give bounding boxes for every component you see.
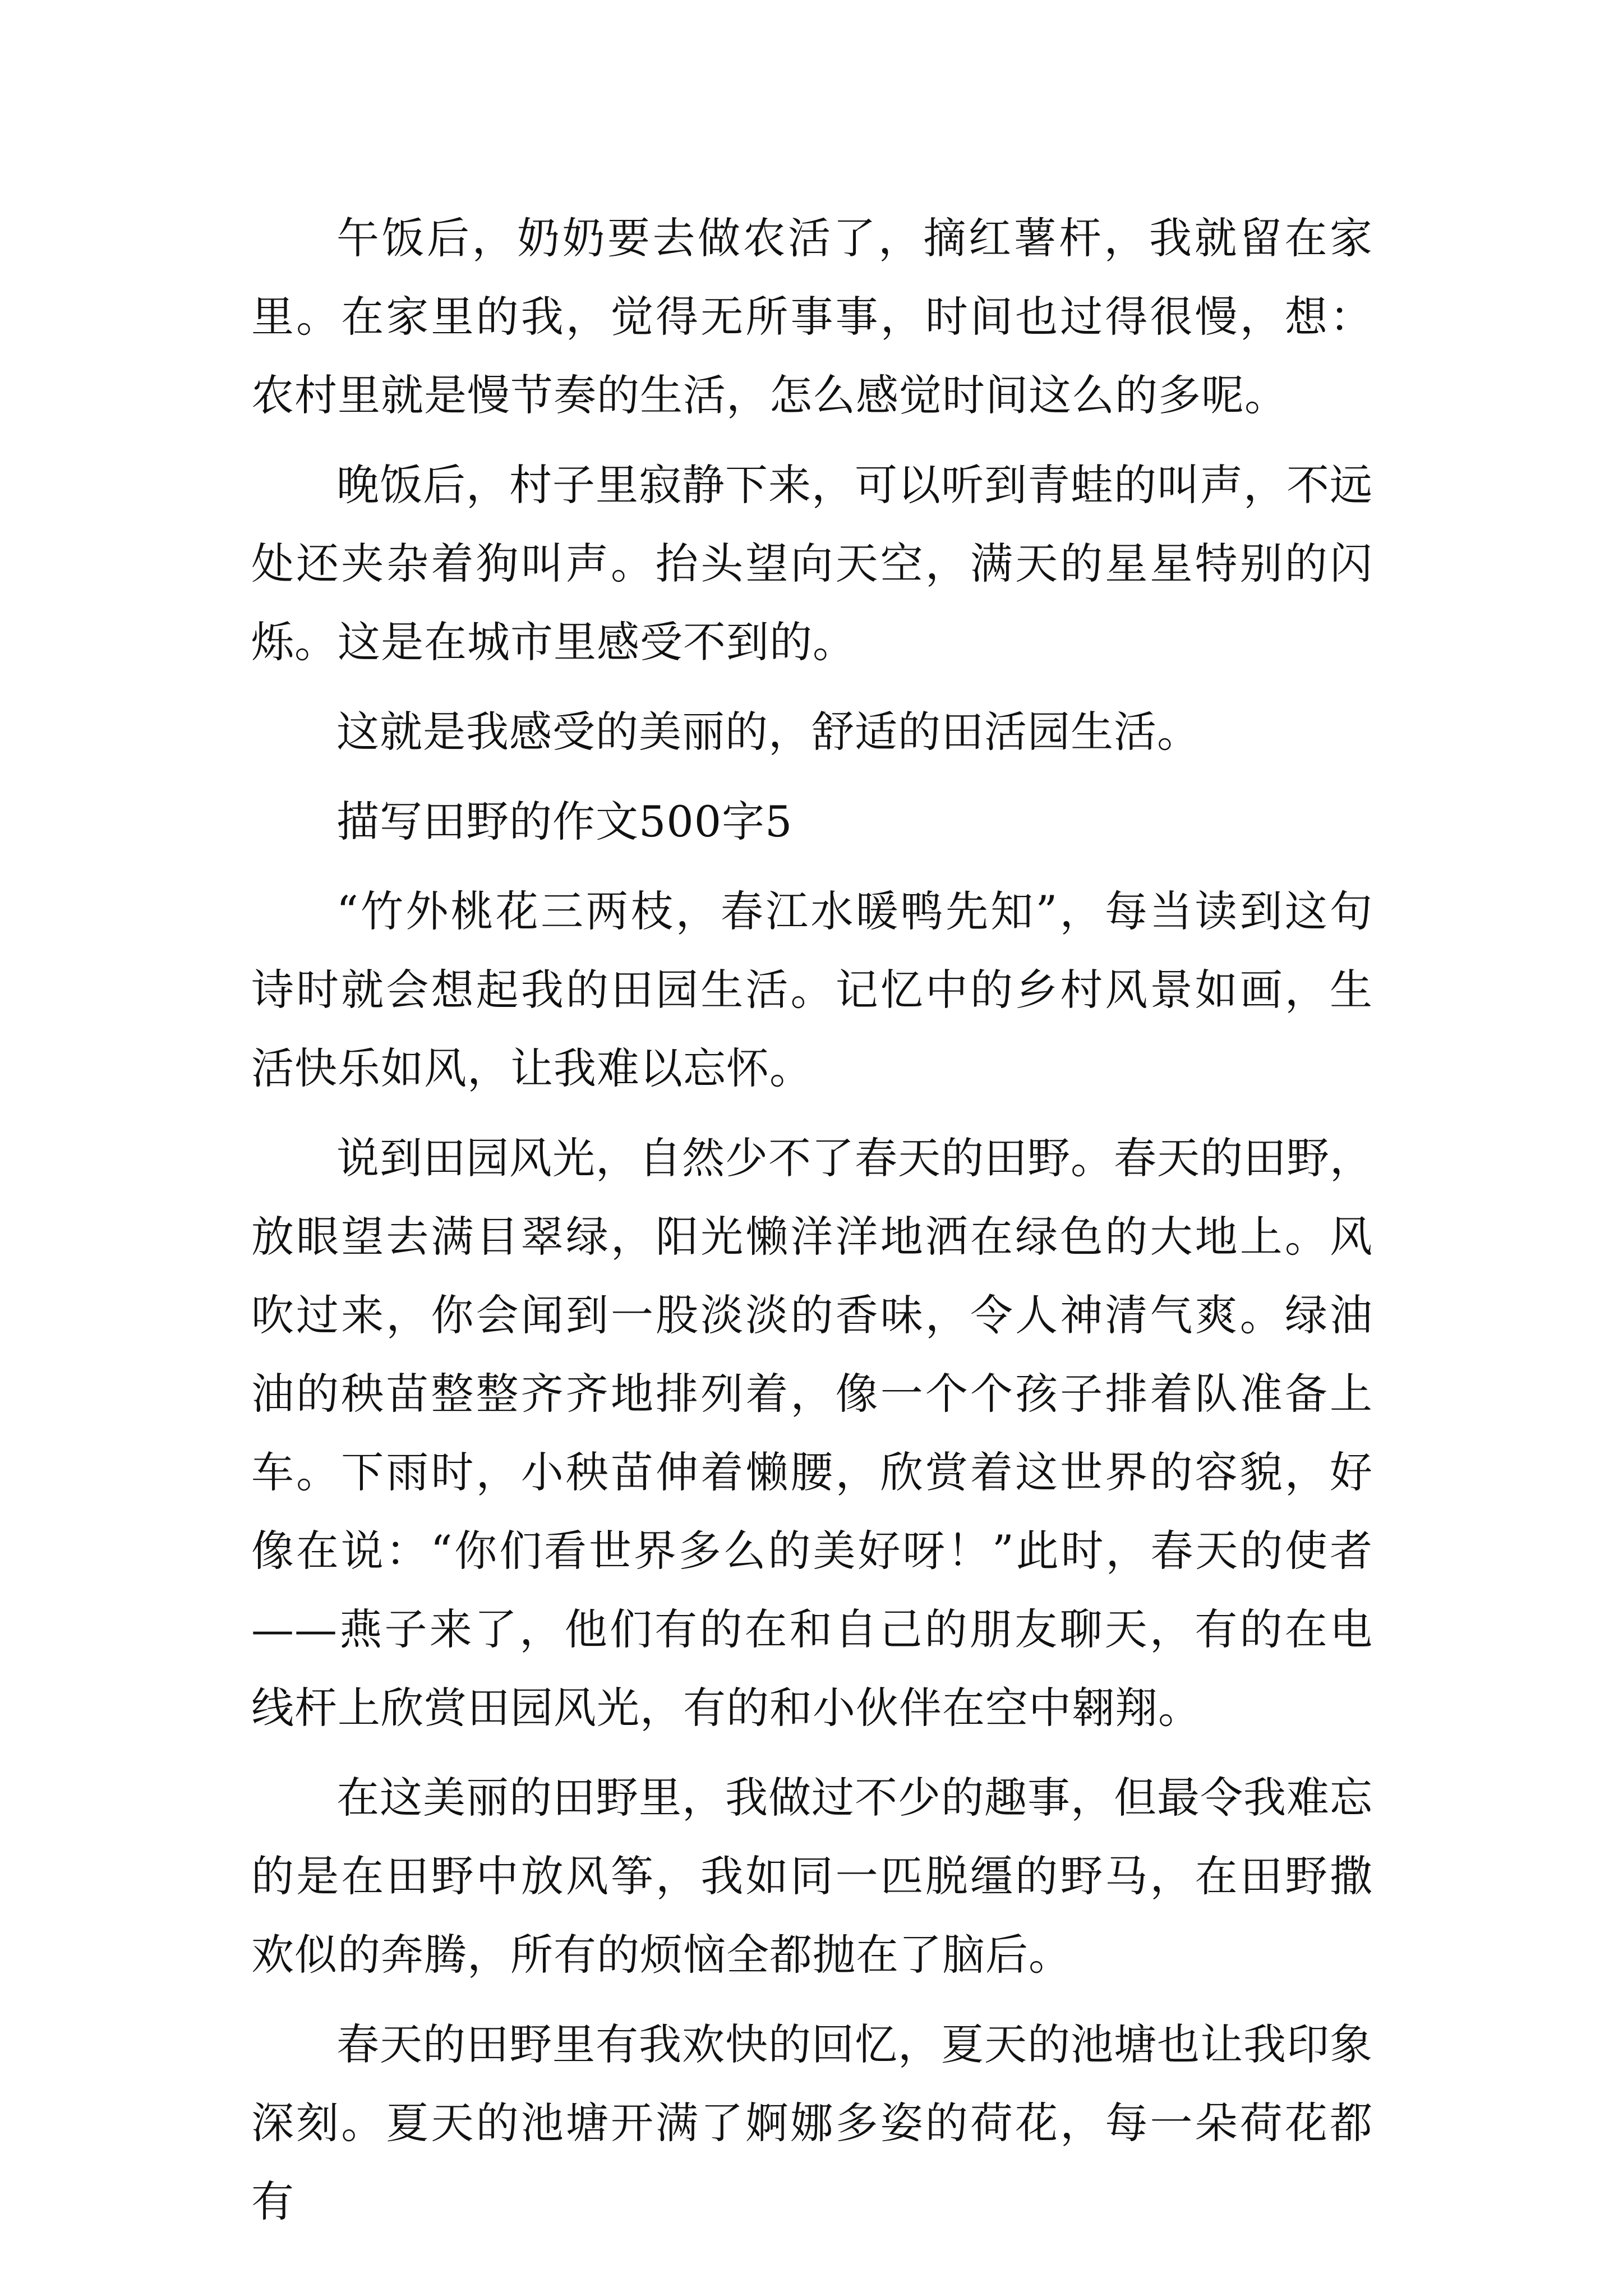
section-paragraph-2: 说到田园风光，自然少不了春天的田野。春天的田野，放眼望去满目翠绿，阳光懒洋洋地洒在绿色的大地上。风吹过来，你会闻到一股淡淡的香味，令人神清气爽。绿油油的秧苗整整齐齐地排列着，像一个个孩子排着队准备上车。下雨时，小秧苗伸着懒腰，欣赏着这世界的容貌，好像在说：“你们看世界多么的美好呀！”此时，春天的使者——燕子来了，他们有的在和自己的朋友聊天，有的在电线杆上欣赏田园风光，有的和小伙伴在空中翱翔。 bbox=[251, 1133, 1373, 1733]
paragraph-3: 这就是我感受的美丽的，舒适的田活园生活。 bbox=[336, 707, 1200, 757]
section-title: 描写田野的作文500字5 bbox=[336, 797, 793, 846]
section-paragraph-3: 在这美丽的田野里，我做过不少的趣事，但最令我难忘的是在田野中放风筝，我如同一匹脱缰的野马，在田野撒欢似的奔腾，所有的烦恼全都抛在了脑后。 bbox=[251, 1773, 1373, 1980]
paragraph-1: 午饭后，奶奶要去做农活了，摘红薯杆，我就留在家里。在家里的我，觉得无所事事，时间也过得很慢，想：农村里就是慢节奏的生活，怎么感觉时间这么的多呢。 bbox=[251, 213, 1373, 420]
section-paragraph-1: “竹外桃花三两枝，春江水暖鸭先知”，每当读到这句诗时就会想起我的田园生活。记忆中的乡村风景如画，生活快乐如风，让我难以忘怀。 bbox=[251, 886, 1373, 1093]
section-paragraph-4: 春天的田野里有我欢快的回忆，夏天的池塘也让我印象深刻。夏天的池塘开满了婀娜多姿的荷花，每一朵荷花都有 bbox=[251, 2019, 1373, 2226]
paragraph-2: 晚饭后，村子里寂静下来，可以听到青蛙的叫声，不远处还夹杂着狗叫声。抬头望向天空，满天的星星特别的闪烁。这是在城市里感受不到的。 bbox=[251, 460, 1373, 667]
document-body bbox=[251, 199, 1373, 2252]
